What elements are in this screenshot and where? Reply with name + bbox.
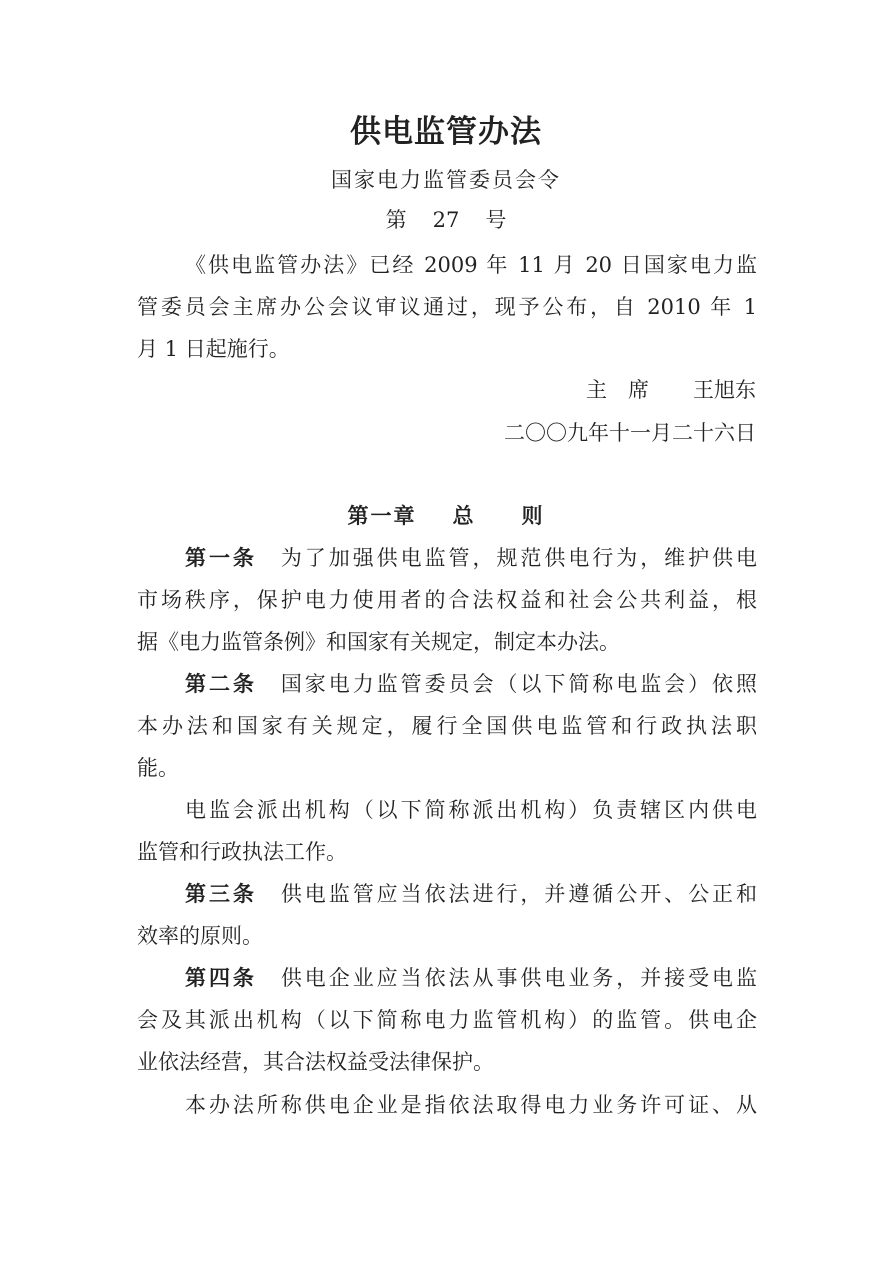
order-number-suffix: 号 [485,208,507,232]
order-number-prefix: 第 [385,208,407,232]
order-number-value: 27 [432,208,460,232]
intro-line-3: 月 1 日起施行。 [137,337,290,361]
article-4-line-3: 业依法经营，其合法权益受法律保护。 [137,1050,494,1074]
article-2-para-2-line-2: 监管和行政执法工作。 [137,840,347,864]
article-2-line-3: 能。 [137,756,179,780]
chapter-title: 总 则 [452,503,545,528]
article-1-label: 第一条 [185,545,257,570]
article-2-para-2-line-1: 电监会派出机构（以下简称派出机构）负责辖区内供电 [185,798,757,822]
document-title: 供电监管办法 [350,114,542,150]
article-2-line-1 [185,669,757,699]
article-4-line-1 [185,963,757,993]
article-3-line-2: 效率的原则。 [137,924,263,948]
article-2-text-1: 国家电力监管委员会（以下简称电监会）依照 [280,672,758,696]
article-4-label: 第四条 [185,965,257,990]
article-1-line-2: 市场秩序，保护电力使用者的合法权益和社会公共利益，根 [137,588,757,612]
document-subtitle: 国家电力监管委员会令 [331,168,561,192]
article-3-text-1: 供电监管应当依法进行，并遵循公开、公正和 [280,882,758,906]
article-4-text-1: 供电企业应当依法从事供电业务，并接受电监 [280,966,758,990]
article-1-text-1: 为了加强供电监管，规范供电行为，维护供电 [280,546,758,570]
article-4-para-2-line-1: 本办法所称供电企业是指依法取得电力业务许可证、从 [185,1093,757,1117]
article-3-label: 第三条 [185,881,257,906]
article-4-line-2: 会及其派出机构（以下简称电力监管机构）的监管。供电企 [137,1008,757,1032]
article-1-line-1 [185,543,757,573]
signature-name: 王旭东 [693,378,756,402]
signature-date: 二〇〇九年十一月二十六日 [504,421,756,445]
signature-role: 主 席 [586,378,649,402]
intro-line-1: 《供电监管办法》已经 2009 年 11 月 20 日国家电力监 [185,253,757,277]
intro-line-2: 管委员会主席办公会议审议通过，现予公布，自 2010 年 1 [137,295,757,319]
chapter-label: 第一章 [347,503,417,528]
order-number [0,204,892,236]
article-2-label: 第二条 [185,671,257,696]
article-3-line-1 [185,879,757,909]
article-1-line-3: 据《电力监管条例》和国家有关规定，制定本办法。 [137,630,620,654]
article-2-line-2: 本办法和国家有关规定，履行全国供电监管和行政执法职 [137,714,757,738]
chapter-heading [0,500,892,532]
signature [586,375,756,405]
